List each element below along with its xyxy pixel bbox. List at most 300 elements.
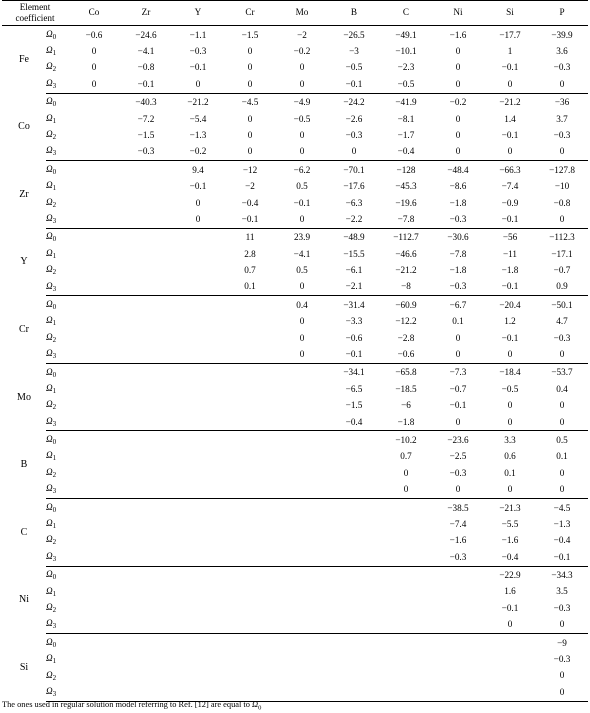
table-cell: 0 xyxy=(247,45,253,56)
table-cell xyxy=(276,363,328,381)
table-cell: 0 xyxy=(403,467,409,478)
table-cell xyxy=(172,516,224,532)
table-cell: −15.5 xyxy=(343,248,365,259)
omega-coefficient-label xyxy=(46,533,68,549)
omega-symbol: Ω xyxy=(46,231,53,242)
row-element-label: B xyxy=(20,459,28,471)
table-cell: −30.6 xyxy=(447,232,469,243)
table-cell xyxy=(68,498,120,516)
table-cell: 1.2 xyxy=(504,316,516,327)
table-cell: 0.1 xyxy=(452,316,464,327)
table-cell: −11 xyxy=(502,248,518,259)
table-cell: −21.2 xyxy=(187,97,209,108)
table-cell: −0.1 xyxy=(120,76,172,93)
table-cell xyxy=(68,617,120,634)
row-element-label: Mo xyxy=(17,391,31,403)
table-row xyxy=(2,516,588,532)
table-cell xyxy=(276,651,328,667)
table-cell: 0 xyxy=(455,332,461,343)
omega-symbol: Ω xyxy=(46,382,53,393)
table-cell: −1.5 xyxy=(241,29,259,40)
table-cell xyxy=(224,381,276,397)
table-cell: 0 xyxy=(68,76,120,93)
table-cell xyxy=(68,330,120,346)
table-cell: −8.1 xyxy=(397,113,415,124)
table-cell: −6.3 xyxy=(345,197,363,208)
table-cell xyxy=(172,600,224,616)
table-cell: −0.3 xyxy=(189,45,207,56)
omega-subscript: 1 xyxy=(52,184,57,193)
table-cell xyxy=(68,533,120,549)
omega-subscript: 1 xyxy=(52,589,57,598)
omega-subscript: 0 xyxy=(52,100,57,109)
table-cell: −0.8 xyxy=(137,62,155,73)
table-cell: −4.5 xyxy=(553,502,571,513)
table-cell: −34.3 xyxy=(551,570,573,581)
table-cell xyxy=(172,549,224,566)
table-cell xyxy=(224,566,276,584)
table-row xyxy=(2,111,588,127)
omega-coefficient-label xyxy=(46,314,68,330)
table-cell: −0.1 xyxy=(449,400,467,411)
table-cell: −26.5 xyxy=(343,29,365,40)
table-cell: −56 xyxy=(502,232,518,243)
table-cell xyxy=(328,465,380,481)
table-cell xyxy=(328,566,380,584)
table-cell: −0.8 xyxy=(553,197,571,208)
omega-symbol: Ω xyxy=(46,280,53,291)
table-cell xyxy=(224,363,276,381)
table-cell xyxy=(120,363,172,381)
table-cell: −0.1 xyxy=(501,129,519,140)
table-cell: −0.1 xyxy=(536,549,588,566)
table-cell xyxy=(172,498,224,516)
table-cell xyxy=(172,279,224,296)
omega-symbol: Ω xyxy=(46,112,53,123)
table-cell: −9 xyxy=(557,637,567,648)
omega-subscript: 0 xyxy=(52,505,57,514)
table-cell: 0.5 xyxy=(296,181,308,192)
table-row xyxy=(2,600,588,616)
omega-symbol: Ω xyxy=(46,129,53,140)
table-cell xyxy=(172,330,224,346)
table-cell xyxy=(276,566,328,584)
table-cell: −0.4 xyxy=(328,414,380,431)
table-cell xyxy=(68,381,120,397)
table-cell: −1.6 xyxy=(449,535,467,546)
table-cell xyxy=(172,363,224,381)
omega-subscript: 1 xyxy=(52,49,57,58)
omega-symbol: Ω xyxy=(46,315,53,326)
table-cell xyxy=(224,414,276,431)
table-cell: 0 xyxy=(559,467,565,478)
column-header-cr: Cr xyxy=(224,1,276,26)
table-cell: 0 xyxy=(536,144,588,161)
table-cell xyxy=(68,431,120,449)
table-cell: −66.3 xyxy=(499,164,521,175)
omega-subscript: 1 xyxy=(52,386,57,395)
table-row xyxy=(2,634,588,652)
table-cell xyxy=(120,617,172,634)
table-cell: −112.3 xyxy=(549,232,575,243)
table-cell: −21.2 xyxy=(499,97,521,108)
table-cell xyxy=(172,651,224,667)
footnote-omega-symbol: Ω xyxy=(252,700,259,709)
table-cell: −6.7 xyxy=(449,299,467,310)
column-header-ni: Ni xyxy=(432,1,484,26)
table-cell xyxy=(120,431,172,449)
table-cell: −0.9 xyxy=(501,197,519,208)
table-cell xyxy=(120,584,172,600)
table-cell xyxy=(276,482,328,499)
table-cell xyxy=(68,93,120,111)
table-cell xyxy=(328,431,380,449)
table-cell xyxy=(276,516,328,532)
table-cell: −2.1 xyxy=(328,279,380,296)
column-header-y: Y xyxy=(172,1,224,26)
omega-subscript: 0 xyxy=(52,370,57,379)
table-cell xyxy=(68,314,120,330)
table-cell xyxy=(328,684,380,701)
table-cell: −8 xyxy=(380,279,432,296)
table-cell xyxy=(380,516,432,532)
omega-coefficient-label xyxy=(46,651,68,667)
omega-symbol: Ω xyxy=(46,501,53,512)
table-cell: 3.7 xyxy=(556,113,568,124)
table-cell xyxy=(68,668,120,684)
table-cell: −5.5 xyxy=(501,518,519,529)
omega-subscript: 1 xyxy=(52,657,57,666)
table-row xyxy=(2,651,588,667)
table-cell: −7.2 xyxy=(137,113,155,124)
table-cell: 0 xyxy=(559,670,565,681)
table-cell: 0 xyxy=(432,414,484,431)
table-cell: −4.9 xyxy=(293,97,311,108)
omega-subscript: 3 xyxy=(52,149,57,158)
table-cell: −18.5 xyxy=(395,383,417,394)
omega-subscript: 1 xyxy=(52,251,57,260)
table-row xyxy=(2,584,588,600)
table-cell xyxy=(276,449,328,465)
omega-coefficient-label xyxy=(46,363,68,381)
table-cell: −21.2 xyxy=(395,265,417,276)
omega-symbol: Ω xyxy=(46,450,53,461)
table-cell xyxy=(68,684,120,701)
table-cell: −40.3 xyxy=(135,97,157,108)
table-cell: 0 xyxy=(536,684,588,701)
table-cell: 0 xyxy=(484,346,536,363)
table-cell xyxy=(68,111,120,127)
omega-symbol: Ω xyxy=(46,415,53,426)
header-coefficient-label: coefficient xyxy=(15,13,55,23)
table-cell xyxy=(484,634,536,652)
table-cell xyxy=(120,195,172,211)
table-row xyxy=(2,449,588,465)
table-cell xyxy=(276,398,328,414)
table-cell xyxy=(432,634,484,652)
omega-coefficient-label xyxy=(46,431,68,449)
table-cell: −0.3 xyxy=(553,332,571,343)
table-cell xyxy=(172,431,224,449)
table-cell: −36 xyxy=(554,97,570,108)
omega-subscript: 0 xyxy=(52,235,57,244)
table-cell: 11 xyxy=(245,232,255,243)
table-cell: −17.7 xyxy=(499,29,521,40)
omega-coefficient-label xyxy=(46,330,68,346)
omega-symbol: Ω xyxy=(46,636,53,647)
table-cell xyxy=(276,668,328,684)
table-cell: −0.3 xyxy=(553,129,571,140)
omega-coefficient-label xyxy=(46,144,68,161)
table-row xyxy=(2,179,588,195)
table-cell: −45.3 xyxy=(395,181,417,192)
table-cell xyxy=(224,584,276,600)
table-cell xyxy=(224,431,276,449)
table-cell xyxy=(120,449,172,465)
table-cell: 2.8 xyxy=(244,248,256,259)
table-cell: −22.9 xyxy=(499,570,521,581)
table-cell: −2.3 xyxy=(397,62,415,73)
omega-coefficient-label xyxy=(46,211,68,228)
table-cell: −127.8 xyxy=(549,164,575,175)
table-cell: −0.5 xyxy=(380,76,432,93)
table-cell: −0.6 xyxy=(345,332,363,343)
table-row xyxy=(2,211,588,228)
table-cell: 3.5 xyxy=(556,586,568,597)
omega-subscript: 2 xyxy=(52,403,57,412)
omega-subscript: 2 xyxy=(52,538,57,547)
table-cell: −0.3 xyxy=(432,211,484,228)
table-cell: 0.7 xyxy=(244,265,256,276)
table-cell: −24.2 xyxy=(343,97,365,108)
omega-symbol: Ω xyxy=(46,585,53,596)
table-cell: −0.1 xyxy=(501,332,519,343)
table-cell xyxy=(68,566,120,584)
table-cell: 1.6 xyxy=(504,586,516,597)
table-cell xyxy=(276,381,328,397)
omega-subscript: 0 xyxy=(52,302,57,311)
table-cell: −38.5 xyxy=(447,502,469,513)
omega-symbol: Ω xyxy=(46,77,53,88)
table-cell: −53.7 xyxy=(551,367,573,378)
omega-symbol: Ω xyxy=(46,45,53,56)
table-cell xyxy=(68,398,120,414)
table-cell xyxy=(224,651,276,667)
omega-symbol: Ω xyxy=(46,264,53,275)
table-cell xyxy=(380,651,432,667)
table-cell xyxy=(328,549,380,566)
omega-symbol: Ω xyxy=(46,399,53,410)
table-cell: −2 xyxy=(297,29,307,40)
table-cell: −0.6 xyxy=(85,29,103,40)
table-cell xyxy=(224,449,276,465)
table-cell xyxy=(68,179,120,195)
table-cell xyxy=(224,533,276,549)
table-cell: 0 xyxy=(536,414,588,431)
omega-subscript: 2 xyxy=(52,470,57,479)
table-cell: −0.4 xyxy=(484,549,536,566)
table-cell xyxy=(120,651,172,667)
omega-coefficient-label xyxy=(46,634,68,652)
table-cell xyxy=(120,279,172,296)
table-cell: −70.1 xyxy=(343,164,365,175)
table-cell xyxy=(68,465,120,481)
omega-symbol: Ω xyxy=(46,163,53,174)
table-cell xyxy=(68,228,120,246)
table-cell: −0.1 xyxy=(189,62,207,73)
omega-coefficient-label xyxy=(46,26,68,44)
table-cell: −60.9 xyxy=(395,299,417,310)
table-cell xyxy=(120,262,172,278)
omega-subscript: 3 xyxy=(52,622,57,631)
coefficient-table xyxy=(2,0,588,702)
table-cell: 0.6 xyxy=(504,451,516,462)
table-cell xyxy=(328,498,380,516)
table-cell: −0.2 xyxy=(172,144,224,161)
table-cell: 0 xyxy=(276,76,328,93)
table-cell: −0.1 xyxy=(189,181,207,192)
table-row xyxy=(2,93,588,111)
table-cell xyxy=(68,516,120,532)
table-row xyxy=(2,533,588,549)
table-cell xyxy=(172,533,224,549)
omega-symbol: Ω xyxy=(46,601,53,612)
table-cell xyxy=(380,634,432,652)
table-cell: −39.9 xyxy=(551,29,573,40)
table-cell xyxy=(68,414,120,431)
table-cell: −0.1 xyxy=(224,211,276,228)
table-cell: −0.1 xyxy=(501,602,519,613)
omega-coefficient-label xyxy=(46,76,68,93)
table-row xyxy=(2,498,588,516)
omega-subscript: 1 xyxy=(52,319,57,328)
table-row xyxy=(2,228,588,246)
table-cell xyxy=(224,617,276,634)
table-cell: −12 xyxy=(242,164,258,175)
table-cell xyxy=(276,617,328,634)
table-row xyxy=(2,60,588,76)
table-cell: −2.5 xyxy=(449,451,467,462)
omega-coefficient-label xyxy=(46,498,68,516)
table-cell: 0 xyxy=(432,482,484,499)
table-cell: −17.6 xyxy=(343,181,365,192)
table-cell: −0.5 xyxy=(501,383,519,394)
table-row xyxy=(2,482,588,499)
table-row xyxy=(2,279,588,296)
table-cell xyxy=(380,668,432,684)
table-cell xyxy=(68,449,120,465)
table-cell: 3.6 xyxy=(556,45,568,56)
table-cell xyxy=(120,161,172,179)
table-footnote xyxy=(2,700,261,712)
table-cell xyxy=(224,600,276,616)
table-cell: 0 xyxy=(536,617,588,634)
table-cell xyxy=(380,600,432,616)
table-row xyxy=(2,246,588,262)
table-cell: −10.1 xyxy=(395,45,417,56)
table-cell: 0.4 xyxy=(296,299,308,310)
omega-symbol: Ω xyxy=(46,483,53,494)
table-cell: −0.1 xyxy=(501,62,519,73)
table-row xyxy=(2,195,588,211)
omega-coefficient-label xyxy=(46,228,68,246)
table-cell xyxy=(328,482,380,499)
row-element-label: C xyxy=(20,526,28,538)
table-cell: 0 xyxy=(484,482,536,499)
table-cell xyxy=(172,465,224,481)
omega-coefficient-label xyxy=(46,668,68,684)
table-cell: 0 xyxy=(455,113,461,124)
row-element-label: Ni xyxy=(19,594,29,606)
omega-coefficient-label xyxy=(46,584,68,600)
table-cell: −0.3 xyxy=(449,467,467,478)
table-cell xyxy=(432,584,484,600)
table-cell xyxy=(172,314,224,330)
table-cell: −0.5 xyxy=(293,113,311,124)
omega-coefficient-label xyxy=(46,482,68,499)
omega-subscript: 3 xyxy=(52,284,57,293)
table-cell xyxy=(120,516,172,532)
table-cell: 0.1 xyxy=(224,279,276,296)
table-cell xyxy=(120,482,172,499)
table-cell: −7.3 xyxy=(449,367,467,378)
table-cell: −0.3 xyxy=(553,62,571,73)
table-cell: −1.8 xyxy=(501,265,519,276)
omega-symbol: Ω xyxy=(46,61,53,72)
table-cell: −0.2 xyxy=(293,45,311,56)
omega-subscript: 2 xyxy=(52,65,57,74)
omega-symbol: Ω xyxy=(46,618,53,629)
table-cell: 0 xyxy=(247,129,253,140)
table-cell xyxy=(68,651,120,667)
table-cell: −7.4 xyxy=(449,518,467,529)
table-cell: −20.4 xyxy=(499,299,521,310)
omega-coefficient-label xyxy=(46,617,68,634)
table-cell xyxy=(120,246,172,262)
row-element-label: Zr xyxy=(19,188,29,200)
table-cell: −24.6 xyxy=(135,29,157,40)
omega-subscript: 3 xyxy=(52,554,57,563)
table-cell xyxy=(224,498,276,516)
table-row xyxy=(2,127,588,143)
omega-subscript: 3 xyxy=(52,216,57,225)
table-cell: −0.7 xyxy=(449,383,467,394)
table-cell xyxy=(172,449,224,465)
table-cell: −6.2 xyxy=(293,164,311,175)
table-cell: 0 xyxy=(172,211,224,228)
table-cell xyxy=(380,498,432,516)
omega-coefficient-label xyxy=(46,262,68,278)
table-cell xyxy=(432,617,484,634)
table-cell xyxy=(328,634,380,652)
table-cell: 0 xyxy=(195,197,201,208)
table-body xyxy=(2,26,588,702)
table-cell: 0.7 xyxy=(400,451,412,462)
table-cell: −48.4 xyxy=(447,164,469,175)
table-row xyxy=(2,566,588,584)
table-cell xyxy=(120,346,172,363)
table-cell: 0 xyxy=(536,76,588,93)
table-cell xyxy=(328,584,380,600)
omega-subscript: 3 xyxy=(52,81,57,90)
table-cell: −1.3 xyxy=(189,129,207,140)
table-cell xyxy=(328,449,380,465)
table-cell xyxy=(68,346,120,363)
table-cell xyxy=(224,668,276,684)
table-cell xyxy=(172,346,224,363)
omega-symbol: Ω xyxy=(46,669,53,680)
omega-coefficient-label xyxy=(46,684,68,701)
